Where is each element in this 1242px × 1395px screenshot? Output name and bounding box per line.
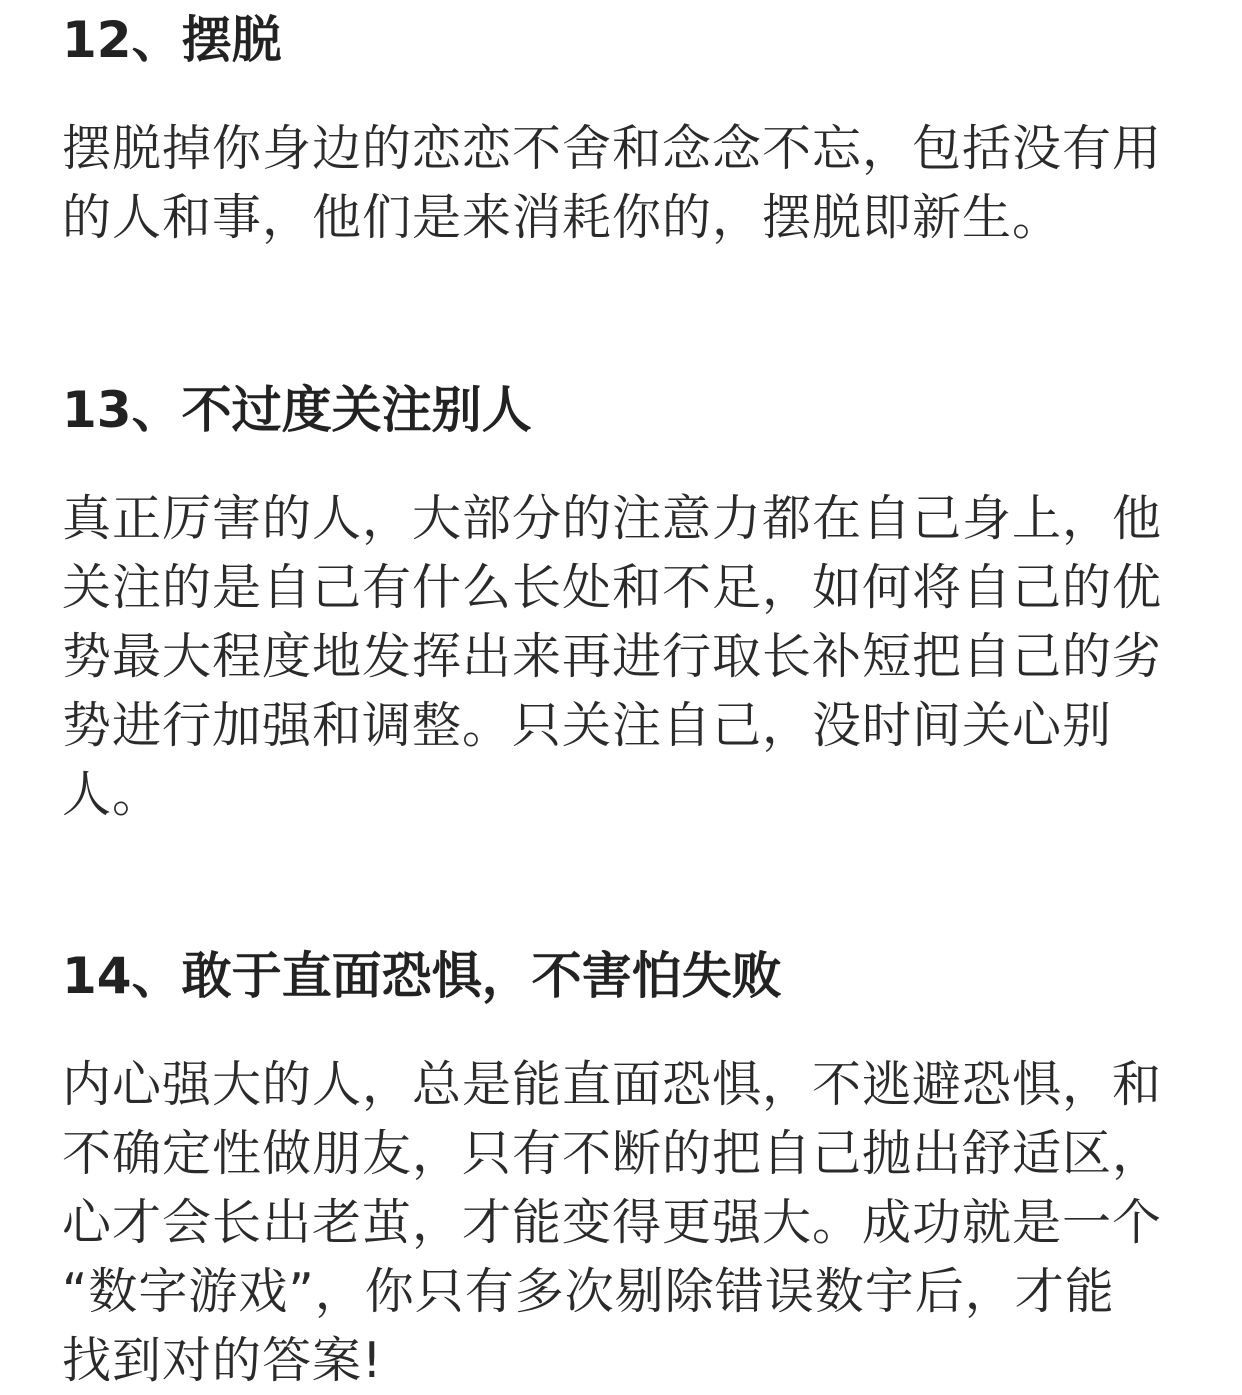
body-line: 心才会长出老茧，才能变得更强大。成功就是一个 bbox=[62, 1194, 1163, 1251]
body-line: 势进行加强和调整。只关注自己，没时间关心别 bbox=[62, 697, 1113, 754]
body-line: 关注的是自己有什么长处和不足，如何将自己的优 bbox=[62, 559, 1163, 616]
section-heading: 12、摆脱 bbox=[62, 11, 282, 69]
body-line: 摆脱掉你身边的恋恋不舍和念念不忘，包括没有用 bbox=[62, 120, 1163, 177]
body-line: 势最大程度地发挥出来再进行取长补短把自己的劣 bbox=[62, 628, 1163, 685]
body-line: 找到对的答案! bbox=[62, 1332, 383, 1389]
section-12 bbox=[62, 10, 1182, 252]
section-body bbox=[62, 484, 1182, 829]
section-heading: 13、不过度关注别人 bbox=[62, 381, 532, 439]
body-line: 人。 bbox=[62, 766, 163, 823]
section-13 bbox=[62, 380, 1182, 829]
body-line: 不确定性做朋友，只有不断的把自己抛出舒适区， bbox=[62, 1125, 1163, 1182]
body-line: 内心强大的人，总是能直面恐惧，不逃避恐惧，和 bbox=[62, 1056, 1163, 1113]
body-line: 的人和事，他们是来消耗你的，摆脱即新生。 bbox=[62, 189, 1063, 246]
section-body bbox=[62, 1050, 1182, 1395]
section-body bbox=[62, 114, 1182, 252]
body-line: 真正厉害的人，大部分的注意力都在自己身上，他 bbox=[62, 490, 1163, 547]
section-14 bbox=[62, 946, 1182, 1395]
section-heading: 14、敢于直面恐惧，不害怕失败 bbox=[62, 947, 782, 1005]
body-line: “数字游戏”，你只有多次剔除错误数宇后，才能 bbox=[62, 1263, 1115, 1320]
